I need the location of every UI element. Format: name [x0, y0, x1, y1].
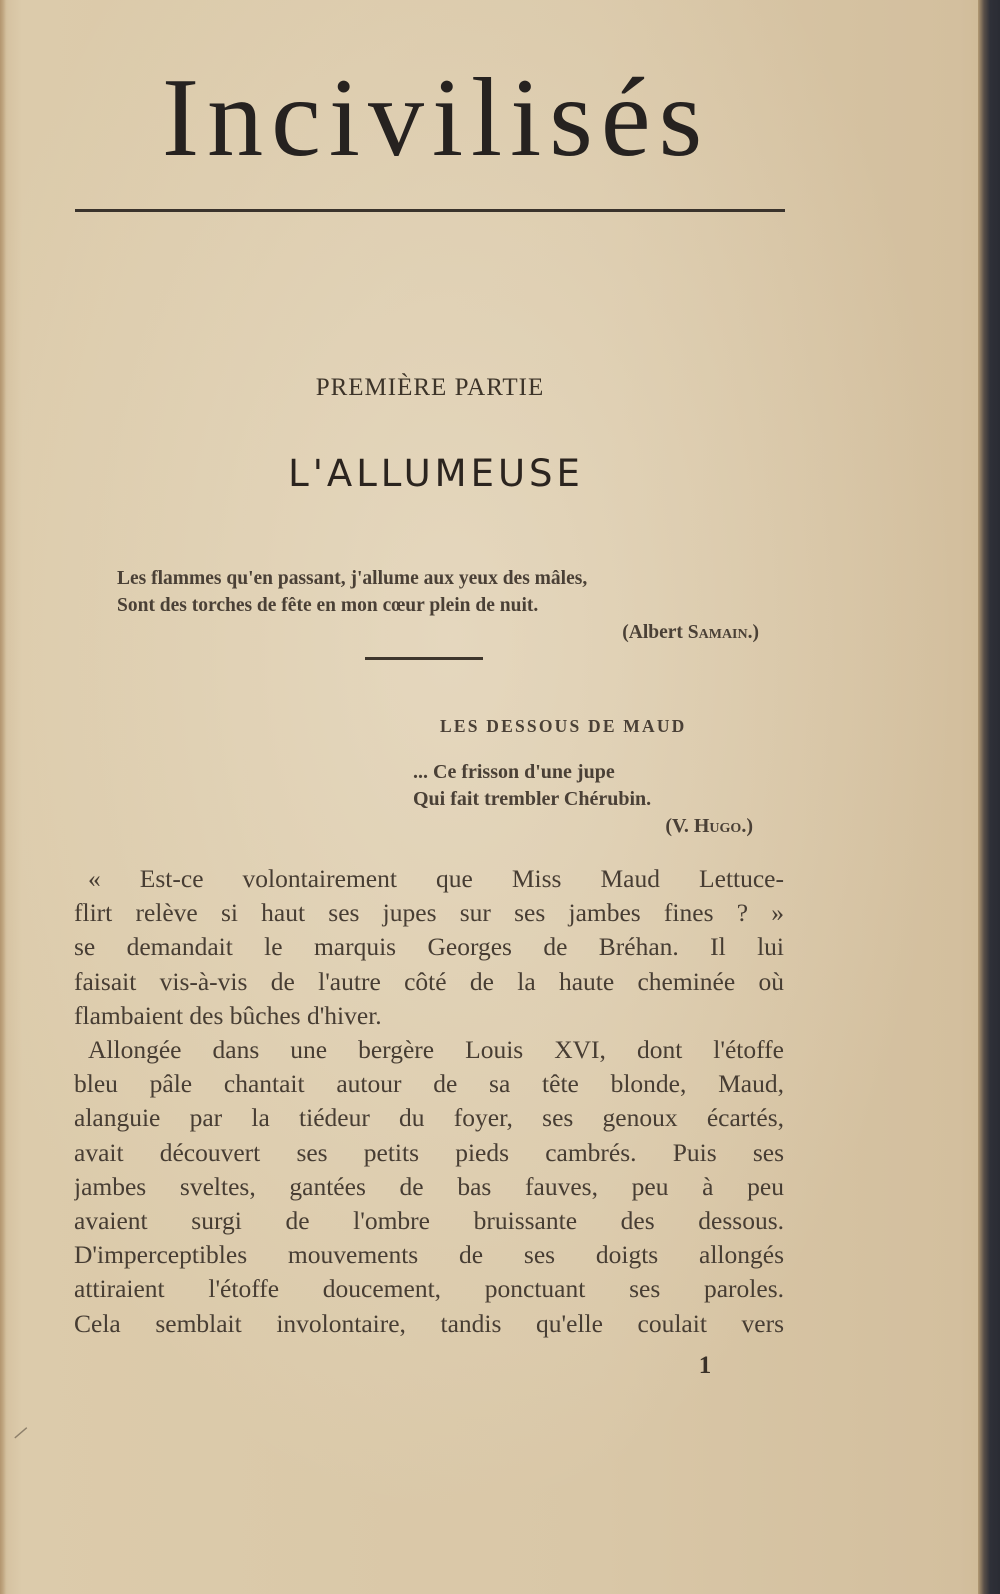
epigraph-line: Les flammes qu'en passant, j'allume aux yeux des mâles, [117, 568, 588, 589]
body-line: se demandait le marquis Georges de Bréhan. Il lui [74, 932, 784, 962]
body-line: alanguie par la tiédeur du foyer, ses genoux écartés, [74, 1103, 784, 1133]
body-text [74, 862, 784, 1341]
epigraph [117, 565, 817, 646]
body-line: attiraient l'étoffe doucement, ponctuant ses paroles. [74, 1274, 784, 1304]
body-line: D'imperceptibles mouvements de ses doigts allongés [74, 1240, 784, 1270]
body-line: faisait vis-à-vis de l'autre côté de la haute cheminée où [74, 966, 784, 996]
body-line: jambes sveltes, gantées de bas fauves, peu à peu [74, 1171, 784, 1201]
subsection-epigraph-attribution [413, 813, 773, 840]
attribution-open: (Albert [622, 622, 688, 643]
epigraph-attribution [117, 619, 817, 646]
body-line: avaient surgi de l'ombre bruissante des dessous. [74, 1206, 784, 1236]
page-number: 1 [698, 1352, 712, 1379]
attribution-open: (V. [665, 815, 694, 837]
body-line: avait découvert ses petits pieds cambrés. Puis ses [74, 1137, 784, 1167]
page-left-edge-shadow [0, 0, 6, 1594]
subsection-heading: LES DESSOUS DE MAUD [440, 716, 687, 736]
epigraph-line: Qui fait trembler Chérubin. [413, 788, 652, 810]
book-binding-edge [978, 0, 1000, 1594]
attribution-close: .) [741, 815, 753, 837]
body-line: « Est-ce volontairement que Miss Maud Lettuce- [88, 864, 784, 893]
body-line: Allongée dans une bergère Louis XVI, dont l'étoffe [88, 1035, 784, 1065]
body-line: flirt relève si haut ses jupes sur ses jambes fines ? » [74, 898, 784, 928]
section-separator-rule [365, 657, 483, 660]
attribution-author: Samain [687, 622, 748, 643]
attribution-close: .) [747, 622, 759, 643]
part-heading: PREMIÈRE PARTIE [315, 374, 545, 401]
attribution-author: Hugo [693, 815, 742, 837]
chapter-title: L'ALLUMEUSE [288, 452, 584, 495]
pencil-margin-mark: ⸝ [11, 1410, 33, 1443]
book-title: Incivilisés [161, 56, 711, 180]
title-rule [75, 209, 785, 212]
epigraph-line: ... Ce frisson d'une jupe [413, 761, 615, 783]
body-line: Cela semblait involontaire, tandis qu'elle coulait vers [74, 1308, 784, 1338]
body-line: bleu pâle chantait autour de sa tête blonde, Maud, [74, 1069, 784, 1099]
body-line: flambaient des bûches d'hiver. [74, 1000, 382, 1030]
subsection-epigraph [413, 759, 773, 840]
epigraph-line: Sont des torches de fête en mon cœur plein de nuit. [117, 595, 539, 616]
